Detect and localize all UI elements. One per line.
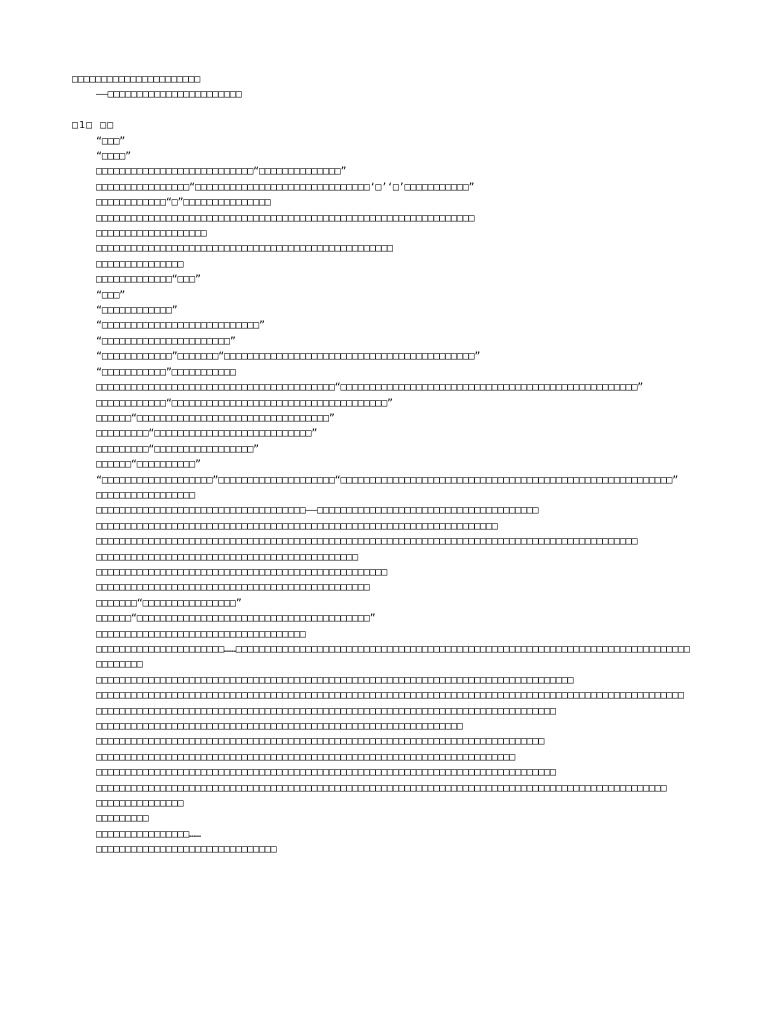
paragraph: □□□□□□□□□□□□□□□ [96,798,184,810]
paragraph: □□□□□□□□□□□□□□□□□□□□□□□□□□□□□□□□□□□□□□□□□□□□□□□□□□□□□□□□□□□□□□□□□□□□□□□□□□□□□□□□□□□□□□□□□□□□□ [96,536,638,548]
chapter-heading: □1□ □□ [72,120,115,132]
paragraph: □□□□□□□□□□□□□□□□□□□□□□□□□□□□□□□□□□□□□□□□□□□□□□□□□□□□□□□□□□□□□□□□□□□□□□□□□□□□□□□□□□□□□□□□□□□□□□□□□□□□□ [96,690,684,702]
paragraph: □□□□□□□□□□□□□□□□□□□□□□□□□□□□□□□ [96,844,277,856]
spacer [72,103,692,118]
paragraph: □□□□□□□□□□□□□□□□□□□□□□□□□□□□□□□□□□□□ [96,628,306,640]
document-subtitle: ——□□□□□□□□□□□□□□□□□□□□□□□ [96,89,242,101]
paragraph: “□□□□□□□□□□□□” [96,305,178,317]
paragraph: □□□□□□□□□□□□□□□□□□□□□□□□□□□□□□□□□□□□□□□□□□□□□□□□□□□ [96,243,393,255]
paragraph: □□□□□□□□□□□□□□□□□□□□□□□□□□□□□□□□□□□□□□□□□□□□□□□□□□□□□□□□□□□□□□□□□□□□□□□□ [96,751,516,763]
paragraph: □□□□□□□□□□□□□□□□□□□□□□□□□□□“□□□□□□□□□□□□□□” [96,166,347,178]
paragraph: □□□□□□□□□□□□□□□□□□□□□□□□□□□□□□□□□□□□□□□□□□□□□□□□□□□□□□□□□□□□□□□□□□□□□□□□□□□□□□□□□□□□□□□□□□□□□□□□□□ [96,782,667,794]
paragraph: □□□□□□□□□□□□□□□□□□□□□□□□□□□□□□□□□□□□□□□□□□□□□□□□□□□□□□□□□□□□□□□□□ [96,212,475,224]
paragraph: □□□□□□□□□□□□“□□□□□□□□□□□□□□□□□□□□□□□□□□□□□□□□□□□□□” [96,397,393,409]
paragraph: □□□□□□□□□□□□□□□□□□□□□□□□□□□□□□□□□□□□□□□□□□□□□ [96,551,358,563]
paragraph: □□□□□□□□□“□□□□□□□□□□□□□□□□□” [96,443,259,455]
paragraph: □□□□□□□“□□□□□□□□□□□□□□□□” [96,597,242,609]
paragraph: □□□□□□□□□□□□□□□□□□□□□□□□□□□□□□□□□□□□□□□□□□□□□□□□□□□□□□□□□□□□□□□ [96,721,463,733]
paragraph: “□□□□□□□□□□□□□□□□□□□□□□” [96,335,236,347]
body-text [72,134,692,858]
paragraph: □□□□□□“□□□□□□□□□□” [96,459,201,471]
paragraph: □□□□□□□□□□□□□□□□□□□□□□□□□□□□□□□□□□□□□□□□□□□□□□□□□□□□□□□□□□□□□□□□□□□□□□□□□□□□□□□ [96,705,556,717]
paragraph: “□□□” [96,135,126,147]
paragraph: “□□□□□□□□□□□”□□□□□□□□□□□ [96,366,236,378]
paragraph: □□□□□□□□□□□□□□□□□□□□□□……□□□□□□□□□□□□□□□□□□□□□□□□□□□□□□□□□□□□□□□□□□□□□□□□□□□□□□□□□□□□□□□□□□□□□□□□□□□□□□ [96,644,690,656]
paragraph: □□□□□□□□□□□□□□□□□□□□□□□□□□□□□□□□□□□□□□□□□“□□□□□□□□□□□□□□□□□□□□□□□□□□□□□□□□□□□□□□□□□□□□□□□□□□□” [96,382,644,394]
paragraph: “□□□□□□□□□□□□□□□□□□□□□□□□□□□” [96,320,265,332]
paragraph: “□□□□□□□□□□□□”□□□□□□□“□□□□□□□□□□□□□□□□□□□□□□□□□□□□□□□□□□□□□□□□□□□” [96,351,481,363]
paragraph: □□□□□□□□□□□□□□□□□□□ [96,228,207,240]
paragraph: □□□□□□□□ [96,659,143,671]
document-page [72,72,692,858]
paragraph: □□□□□□□□□□□□“□”□□□□□□□□□□□□□□□ [96,197,271,209]
paragraph: □□□□□□□□□“□□□□□□□□□□□□□□□□□□□□□□□□□□□” [96,428,318,440]
paragraph: □□□□□□“□□□□□□□□□□□□□□□□□□□□□□□□□□□□□□□□□” [96,412,335,424]
paragraph: □□□□□□□□□□□□□□□ [96,258,184,270]
paragraph: □□□□□□□□□□□□□□□□“□□□□□□□□□□□□□□□□□□□□□□□□□□□□□□‘□’‘□’□□□□□□□□□□□” [96,181,475,193]
paragraph: □□□□□□□□□□□□□□□□□□□□□□□□□□□□□□□□□□□□□□□□□□□□□□□□□□□□□□□□□□□□□□□□□□□□□ [96,520,498,532]
document-title: □□□□□□□□□□□□□□□□□□□□□□ [72,74,201,85]
paragraph: □□□□□□□□□□□□□“□□□” [96,274,201,286]
paragraph: □□□□□□□□□□□□□□□□□□□□□□□□□□□□□□□□□□□□□□□□□□□□□□□□□□□□□□□□□□□□□□□□□□□□□□□□□□□□□□□□□□ [96,674,574,686]
paragraph: □□□□□□□□□□□□□□□□□□□□□□□□□□□□□□□□□□□□□□□□□□□□□□□□□□ [96,566,388,578]
paragraph: □□□□□□□□□□□□□□□□□ [96,489,195,501]
paragraph: “□□□□□□□□□□□□□□□□□□□”□□□□□□□□□□□□□□□□□□□□“□□□□□□□□□□□□□□□□□□□□□□□□□□□□□□□□□□□□□□□□□□□□□□□□□□□□□□□□□” [96,474,679,486]
paragraph: “□□□□” [96,151,131,163]
paragraph: □□□□□□□□□□□□□□□□□□□□□□□□□□□□□□□□□□□□——□□□□□□□□□□□□□□□□□□□□□□□□□□□□□□□□□□□□□□ [96,505,539,517]
paragraph: □□□□□□“□□□□□□□□□□□□□□□□□□□□□□□□□□□□□□□□□□□□□□□□” [96,613,376,625]
paragraph: □□□□□□□□□□□□□□□□□□□□□□□□□□□□□□□□□□□□□□□□□□□□□□□ [96,582,370,594]
paragraph: □□□□□□□□□□□□□□□□□□□□□□□□□□□□□□□□□□□□□□□□□□□□□□□□□□□□□□□□□□□□□□□□□□□□□□□□□□□□□□□ [96,767,556,779]
paragraph: □□□□□□□□□□□□□□□□…… [96,828,201,840]
paragraph: “□□□” [96,289,126,301]
paragraph: □□□□□□□□□□□□□□□□□□□□□□□□□□□□□□□□□□□□□□□□□□□□□□□□□□□□□□□□□□□□□□□□□□□□□□□□□□□□□ [96,736,545,748]
paragraph: □□□□□□□□□ [96,813,149,825]
